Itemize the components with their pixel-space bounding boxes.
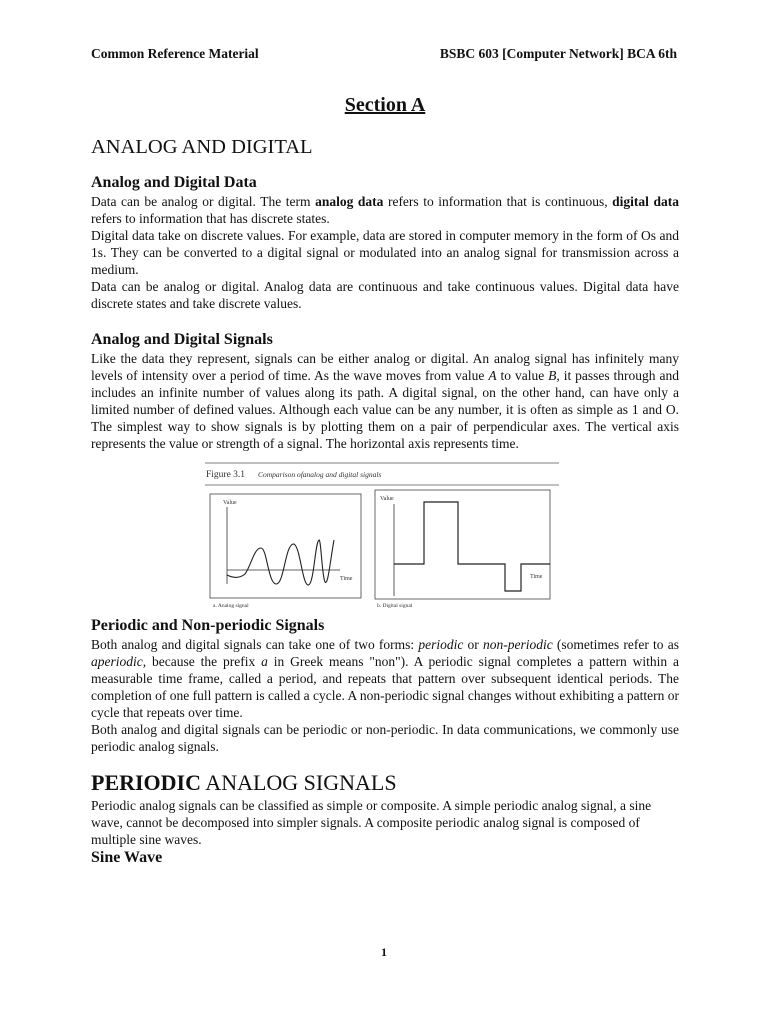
analog-wave bbox=[227, 540, 334, 585]
data-paragraph-2: Digital data take on discrete values. For example, data are stored in computer memory in the form of Os and 1s. They can be converted to a digital signal or modulated into an analog signal for transmission across a medium. bbox=[91, 228, 679, 277]
analog-time-label: Time bbox=[340, 576, 353, 582]
page-content bbox=[91, 92, 679, 868]
figure-label: Figure 3.1 bbox=[206, 470, 246, 480]
analog-value-label: Value bbox=[223, 500, 237, 506]
digital-subcaption: b. Digital signal bbox=[377, 603, 413, 609]
periodic-paragraph-2: Both analog and digital signals can be periodic or non-periodic. In data communications, we commonly use periodic analog signals. bbox=[91, 722, 679, 754]
periodic-analog-heading: PERIODIC ANALOG SIGNALS bbox=[91, 770, 397, 795]
section-title: Section A bbox=[344, 94, 426, 116]
periodic-analog-paragraph: Periodic analog signals can be classified as simple or composite. A simple periodic analog signal, a sine wave, cannot be decomposed into simpler signals. A composite periodic analog signal is composed of multiple sine waves. bbox=[91, 798, 652, 847]
digital-time-label: Time bbox=[530, 574, 543, 580]
periodic-paragraph-1: Both analog and digital signals can take one of two forms: periodic or non-periodic (sometimes refer to as aperiodic, because the prefix a in Greek means "non"). A periodic signal completes a pattern within a measurable time frame, called a period, and repeats that pattern over subsequent identical periods. The completion of one full pattern is called a cycle. A non-periodic signal changes without exhibiting a pattern or cycle that repeats over time. bbox=[91, 637, 679, 720]
data-paragraph-1: Data can be analog or digital. The term analog data refers to information that is continuous, digital data refers to information that has discrete states. bbox=[91, 194, 679, 226]
analog-subcaption: a. Analog signal bbox=[213, 603, 249, 609]
header-left: Common Reference Material bbox=[91, 46, 259, 61]
sine-wave-heading: Sine Wave bbox=[91, 849, 163, 866]
periodic-heading: Periodic and Non-periodic Signals bbox=[91, 617, 325, 634]
figure-analog-digital bbox=[205, 460, 561, 610]
digital-wave bbox=[394, 502, 550, 591]
main-heading: ANALOG AND DIGITAL bbox=[91, 136, 313, 158]
digital-value-label: Value bbox=[380, 496, 394, 502]
header-right: BSBC 603 [Computer Network] BCA 6th bbox=[439, 46, 677, 61]
analog-panel-frame bbox=[210, 494, 361, 598]
signals-paragraph: Like the data they represent, signals can be either analog or digital. An analog signal has infinitely many levels of intensity over a period of time. As the wave moves from value A to value B, it passes through and includes an infinite number of values along its path. A digital signal, on the other hand, can have only a limited number of defined values. Although each value can be any number, it is often as simple as 1 and O. The simplest way to show signals is by plotting them on a pair of perpendicular axes. The vertical axis represents the value or strength of a signal. The horizontal axis represents time. bbox=[91, 351, 679, 451]
figure-svg bbox=[205, 460, 561, 610]
digital-panel-frame bbox=[375, 490, 550, 599]
page-number: 1 bbox=[381, 945, 387, 959]
signals-heading: Analog and Digital Signals bbox=[91, 331, 273, 348]
data-heading: Analog and Digital Data bbox=[91, 174, 257, 191]
data-paragraph-3: Data can be analog or digital. Analog data are continuous and take continuous values. Digital data have discrete states and take discrete values. bbox=[91, 279, 679, 311]
figure-caption: Comparison ofanalog and digital signals bbox=[258, 470, 382, 479]
